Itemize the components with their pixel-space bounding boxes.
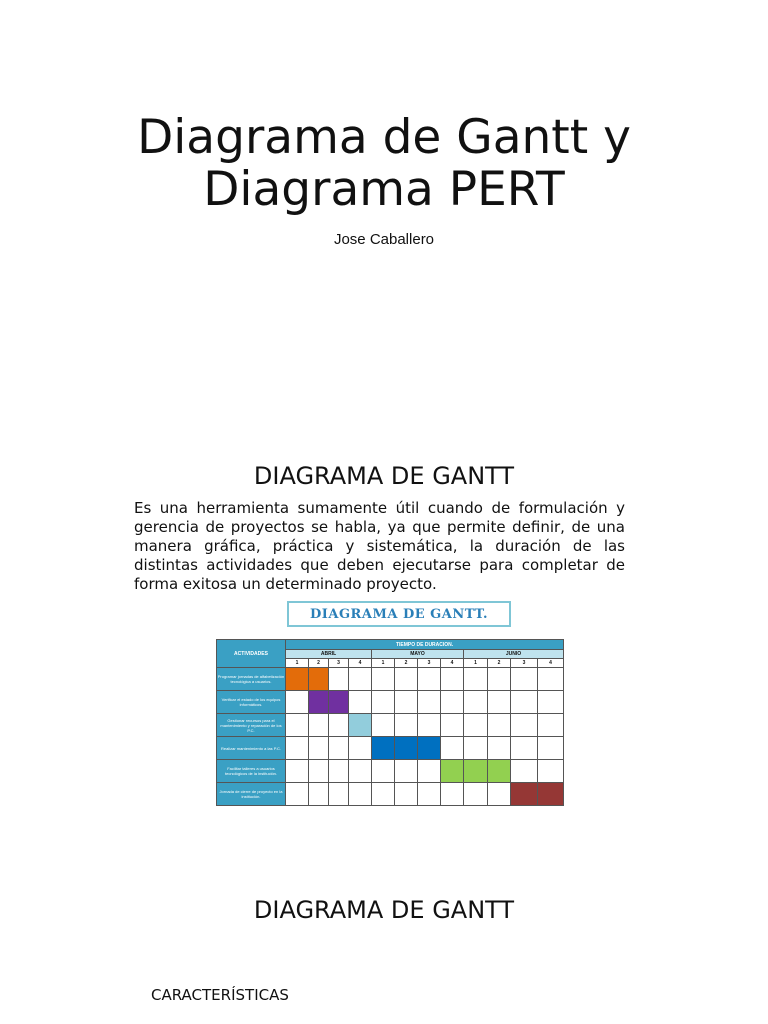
gantt-empty-cell — [488, 714, 511, 737]
gantt-empty-cell — [349, 760, 372, 783]
gantt-figure-banner: DIAGRAMA DE GANTT. — [287, 601, 511, 627]
gantt-empty-cell — [329, 760, 349, 783]
gantt-empty-cell — [511, 737, 538, 760]
gantt-task-row — [217, 668, 564, 691]
gantt-empty-cell — [441, 714, 464, 737]
gantt-empty-cell — [441, 668, 464, 691]
task-label: Programar jornadas de alfabetización tecnológica a usuarios. — [217, 668, 286, 691]
gantt-empty-cell — [418, 783, 441, 806]
gantt-table — [216, 639, 564, 806]
task-label: Facilitar talleres a usuarios tecnológicos de la institución. — [217, 760, 286, 783]
gantt-task-row — [217, 783, 564, 806]
section-heading-gantt-2: DIAGRAMA DE GANTT — [253, 896, 515, 924]
gantt-bar-segment — [309, 691, 329, 714]
gantt-empty-cell — [349, 691, 372, 714]
gantt-empty-cell — [329, 668, 349, 691]
gantt-empty-cell — [349, 783, 372, 806]
gantt-bar-segment — [464, 760, 488, 783]
gantt-empty-cell — [395, 760, 418, 783]
gantt-empty-cell — [309, 783, 329, 806]
gantt-empty-cell — [349, 737, 372, 760]
gantt-bar-segment — [395, 737, 418, 760]
gantt-empty-cell — [441, 783, 464, 806]
gantt-empty-cell — [511, 760, 538, 783]
gantt-empty-cell — [286, 714, 309, 737]
gantt-empty-cell — [372, 668, 395, 691]
gantt-empty-cell — [418, 760, 441, 783]
gantt-bar-segment — [372, 737, 395, 760]
gantt-empty-cell — [488, 783, 511, 806]
section-heading-gantt: DIAGRAMA DE GANTT — [253, 462, 515, 490]
gantt-empty-cell — [464, 691, 488, 714]
gantt-empty-cell — [511, 668, 538, 691]
gantt-empty-cell — [309, 714, 329, 737]
week-header: 3 — [329, 659, 349, 668]
week-header: 4 — [441, 659, 464, 668]
gantt-empty-cell — [418, 691, 441, 714]
week-header: 1 — [372, 659, 395, 668]
gantt-empty-cell — [395, 691, 418, 714]
gantt-empty-cell — [464, 668, 488, 691]
week-header: 2 — [309, 659, 329, 668]
week-header: 3 — [511, 659, 538, 668]
gantt-empty-cell — [538, 737, 564, 760]
gantt-task-row — [217, 760, 564, 783]
gantt-empty-cell — [372, 783, 395, 806]
gantt-empty-cell — [329, 714, 349, 737]
gantt-empty-cell — [418, 714, 441, 737]
gantt-description-paragraph: Es una herramienta sumamente útil cuando de formulación y gerencia de proyectos se habla, ya que permite definir, de una manera gráfica, práctica y sistemática, la duración de las distintas actividades que deben ejecutarse para completar de forma exitosa un determinado proyecto. — [134, 499, 625, 593]
gantt-empty-cell — [511, 691, 538, 714]
gantt-bar-segment — [488, 760, 511, 783]
month-header: JUNIO — [464, 650, 564, 659]
week-header: 4 — [349, 659, 372, 668]
month-header: ABRIL — [286, 650, 372, 659]
gantt-bar-segment — [286, 668, 309, 691]
gantt-empty-cell — [372, 760, 395, 783]
gantt-bar-segment — [329, 691, 349, 714]
gantt-empty-cell — [538, 668, 564, 691]
gantt-bar-segment — [441, 760, 464, 783]
month-header: MAYO — [372, 650, 464, 659]
time-duration-header: TIEMPO DE DURACION. — [286, 640, 564, 650]
week-header: 4 — [538, 659, 564, 668]
gantt-empty-cell — [395, 783, 418, 806]
document-title: Diagrama de Gantt y Diagrama PERT — [137, 110, 631, 217]
gantt-empty-cell — [372, 714, 395, 737]
author-name: Jose Caballero — [333, 231, 435, 248]
gantt-bar-segment — [538, 783, 564, 806]
gantt-chart-figure — [216, 639, 563, 802]
gantt-empty-cell — [349, 668, 372, 691]
gantt-empty-cell — [286, 783, 309, 806]
week-header: 1 — [464, 659, 488, 668]
task-label: Gestionar recursos para el mantenimiento y reparación de los P.C. — [217, 714, 286, 737]
gantt-empty-cell — [309, 737, 329, 760]
gantt-bar-segment — [349, 714, 372, 737]
gantt-empty-cell — [286, 691, 309, 714]
gantt-empty-cell — [372, 691, 395, 714]
gantt-empty-cell — [464, 714, 488, 737]
gantt-empty-cell — [441, 691, 464, 714]
gantt-empty-cell — [538, 714, 564, 737]
gantt-empty-cell — [395, 668, 418, 691]
gantt-empty-cell — [488, 691, 511, 714]
week-header: 3 — [418, 659, 441, 668]
gantt-empty-cell — [538, 691, 564, 714]
gantt-empty-cell — [464, 737, 488, 760]
gantt-empty-cell — [538, 760, 564, 783]
task-label: Realizar mantenimiento a las P.C. — [217, 737, 286, 760]
activities-header: ACTIVIDADES — [217, 640, 286, 668]
week-header: 2 — [395, 659, 418, 668]
gantt-empty-cell — [329, 737, 349, 760]
gantt-task-row — [217, 714, 564, 737]
gantt-empty-cell — [418, 668, 441, 691]
gantt-empty-cell — [511, 714, 538, 737]
gantt-empty-cell — [488, 668, 511, 691]
gantt-bar-segment — [418, 737, 441, 760]
gantt-empty-cell — [309, 760, 329, 783]
gantt-bar-segment — [511, 783, 538, 806]
gantt-empty-cell — [286, 760, 309, 783]
gantt-empty-cell — [395, 714, 418, 737]
gantt-empty-cell — [329, 783, 349, 806]
task-label: Verificar el estado de los equipos informáticos. — [217, 691, 286, 714]
gantt-empty-cell — [441, 737, 464, 760]
week-header: 2 — [488, 659, 511, 668]
characteristics-label: CARACTERÍSTICAS — [151, 986, 289, 1004]
task-label: Jornada de cierre de proyecto en la institución. — [217, 783, 286, 806]
gantt-empty-cell — [286, 737, 309, 760]
gantt-empty-cell — [488, 737, 511, 760]
gantt-task-row — [217, 737, 564, 760]
gantt-task-row — [217, 691, 564, 714]
week-header: 1 — [286, 659, 309, 668]
gantt-bar-segment — [309, 668, 329, 691]
gantt-empty-cell — [464, 783, 488, 806]
